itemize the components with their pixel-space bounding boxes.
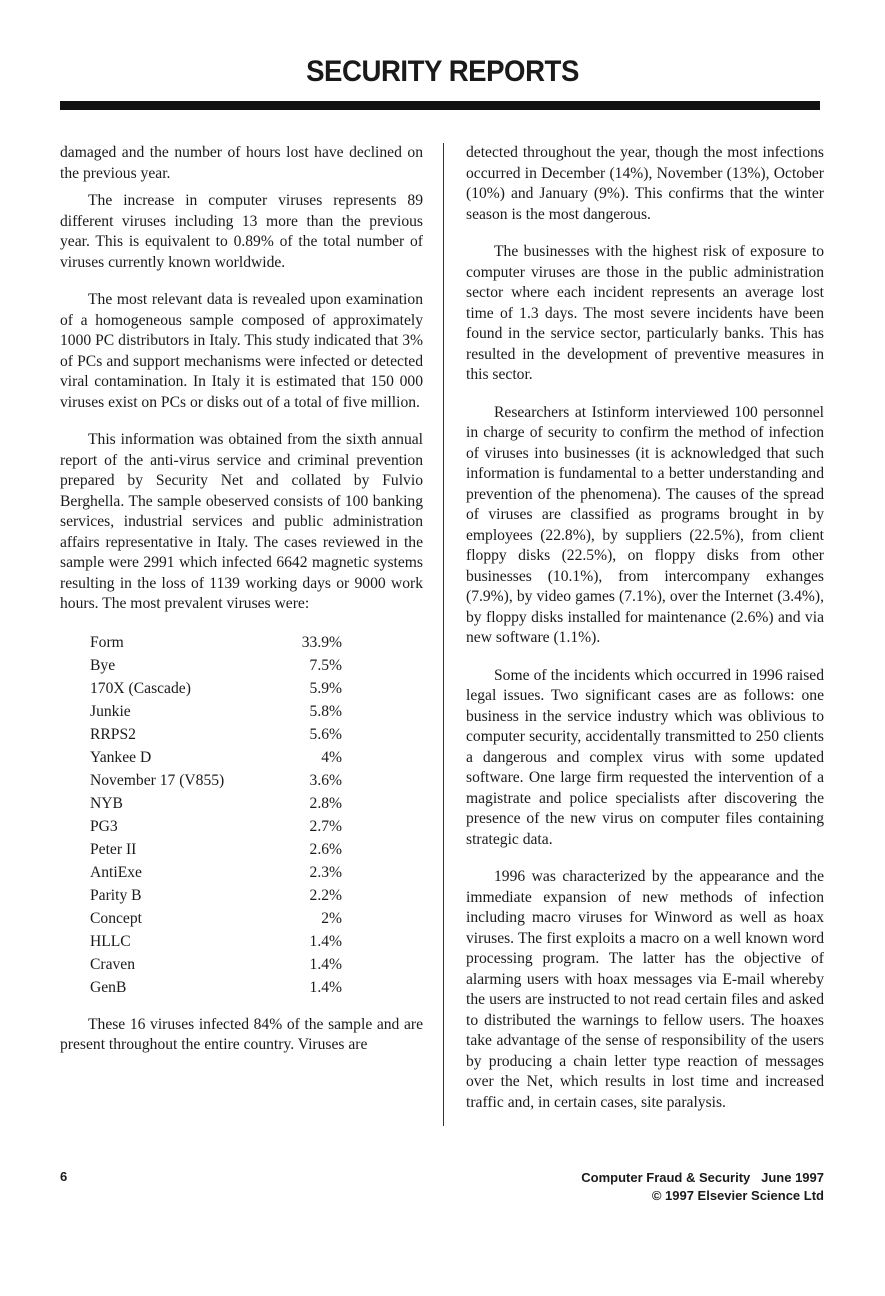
left-column [60, 143, 423, 1056]
right-paragraph-3: Researchers at Istinform interviewed 100 personnel in charge of security to confirm the method of infection of viruses into businesses (it is acknowledged that such information is fundamental to a better understanding and prevention of the phenomena). The causes of the spread of viruses are classified as programs brought in by employees (22.8%), by suppliers (22.5%), from client floppy disks (22.5%), on floppy disks from other businesses (10.1%), from intercompany exhanges (7.9%), by video games (7.1%), over the Internet (3.4%), by floppy disks installed for maintenance (2.6%) and via new software (1.1%). [466, 403, 824, 646]
virus-name: 170X (Cascade) [90, 679, 191, 697]
virus-name: Concept [90, 909, 142, 927]
left-paragraph-5: These 16 viruses infected 84% of the sample and are present throughout the entire country. Viruses are [60, 1015, 423, 1053]
footer-publication: Computer Fraud & Security June 1997 [581, 1170, 824, 1185]
virus-row [90, 769, 423, 792]
virus-percentage: 3.6% [309, 771, 342, 789]
virus-percentage: 5.8% [309, 702, 342, 720]
left-paragraph-1: damaged and the number of hours lost have declined on the previous year. [60, 144, 423, 182]
virus-row [90, 654, 423, 677]
page-header-title: SECURITY REPORTS [306, 55, 579, 88]
virus-percentage: 2.7% [309, 817, 342, 835]
virus-prevalence-table [90, 631, 423, 999]
virus-row [90, 792, 423, 815]
virus-name: HLLC [90, 932, 131, 950]
virus-percentage: 7.5% [309, 656, 342, 674]
footer-publication-info [581, 1169, 824, 1205]
virus-name: AntiExe [90, 863, 142, 881]
virus-row [90, 884, 423, 907]
virus-name: Peter II [90, 840, 137, 858]
virus-percentage: 1.4% [309, 955, 342, 973]
right-column [466, 143, 824, 1113]
virus-row [90, 930, 423, 953]
virus-name: Yankee D [90, 748, 152, 766]
right-paragraph-2: The businesses with the highest risk of exposure to computer viruses are those in the public administration sector where each incident represents an average lost time of 1.3 days. The most severe incidents have been found in the service sector, particularly banks. This has resulted in the development of preventive measures in this sector. [466, 243, 824, 383]
virus-name: November 17 (V855) [90, 771, 225, 789]
footer-copyright: © 1997 Elsevier Science Ltd [651, 1188, 824, 1203]
column-divider [443, 143, 444, 1126]
virus-name: PG3 [90, 817, 118, 835]
virus-row [90, 907, 423, 930]
virus-percentage: 2.8% [309, 794, 342, 812]
header-rule [60, 101, 820, 110]
right-paragraph-1: detected throughout the year, though the most infections occurred in December (14%), November (13%), October (10%) and January (9%). This confirms that the winter season is the most dangerous. [466, 144, 824, 223]
virus-name: Form [90, 633, 124, 651]
virus-percentage: 2.2% [309, 886, 342, 904]
virus-percentage: 5.6% [309, 725, 342, 743]
virus-percentage: 2.3% [309, 863, 342, 881]
virus-row [90, 953, 423, 976]
left-paragraph-4: This information was obtained from the sixth annual report of the anti-virus service and criminal prevention prepared by Security Net and collated by Fulvio Berghella. The sample obeserved consists of 100 banking services, industrial services and public administration affairs representative in Italy. The cases reviewed in the sample were 2991 which infected 6642 magnetic systems resulting in the loss of 1139 working days or 9000 work hours. The most prevalent viruses were: [60, 431, 423, 612]
virus-name: Parity B [90, 886, 142, 904]
virus-name: Bye [90, 656, 116, 674]
virus-percentage: 1.4% [309, 932, 342, 950]
virus-percentage: 4% [321, 748, 342, 766]
virus-percentage: 1.4% [309, 978, 342, 996]
right-paragraph-4: Some of the incidents which occurred in 1996 raised legal issues. Two significant cases are as follows: one business in the service industry which was oblivious to computer security, accidentally transmitted to 250 clients a dangerous and complex virus with some updated software. One large firm requested the intervention of a magistrate and police specialists after discovering the presence of the new virus on computer files containing strategic data. [466, 666, 824, 848]
virus-percentage: 33.9% [301, 633, 342, 651]
virus-row [90, 838, 423, 861]
virus-row [90, 700, 423, 723]
left-paragraph-2: The increase in computer viruses represents 89 different viruses including 13 more than the previous year. This is equivalent to 0.89% of the total number of viruses currently known worldwide. [60, 192, 423, 271]
virus-row [90, 861, 423, 884]
virus-name: Junkie [90, 702, 131, 720]
page-number: 6 [60, 1169, 68, 1184]
virus-percentage: 2.6% [309, 840, 342, 858]
virus-row [90, 677, 423, 700]
virus-row [90, 746, 423, 769]
virus-row [90, 631, 423, 654]
virus-name: Craven [90, 955, 136, 973]
virus-name: GenB [90, 978, 127, 996]
virus-row [90, 976, 423, 999]
virus-percentage: 2% [321, 909, 342, 927]
virus-row [90, 815, 423, 838]
virus-row [90, 723, 423, 746]
left-paragraph-3: The most relevant data is revealed upon examination of a homogeneous sample composed of approximately 1000 PC distributors in Italy. This study indicated that 3% of PCs and support mechanisms were infected or detected viral contamination. In Italy it is estimated that 150 000 viruses exist on PCs or disks out of a total of five million. [60, 291, 423, 411]
virus-name: NYB [90, 794, 123, 812]
virus-name: RRPS2 [90, 725, 136, 743]
right-paragraph-5: 1996 was characterized by the appearance and the immediate expansion of new methods of infection including macro viruses for Winword as well as hoax viruses. The first exploits a macro on a well known word processing program. The latter has the objective of alarming users with hoax messages via E-mail whereby the users are instructed to not read certain files and asked to distributed the warnings to fellow users. The hoaxes take advantage of the sense of responsibility of the users by producing a chain letter type reaction of messages over the Net, which results in lost time and increased traffic and, in certain cases, site paralysis. [466, 868, 824, 1111]
virus-percentage: 5.9% [309, 679, 342, 697]
